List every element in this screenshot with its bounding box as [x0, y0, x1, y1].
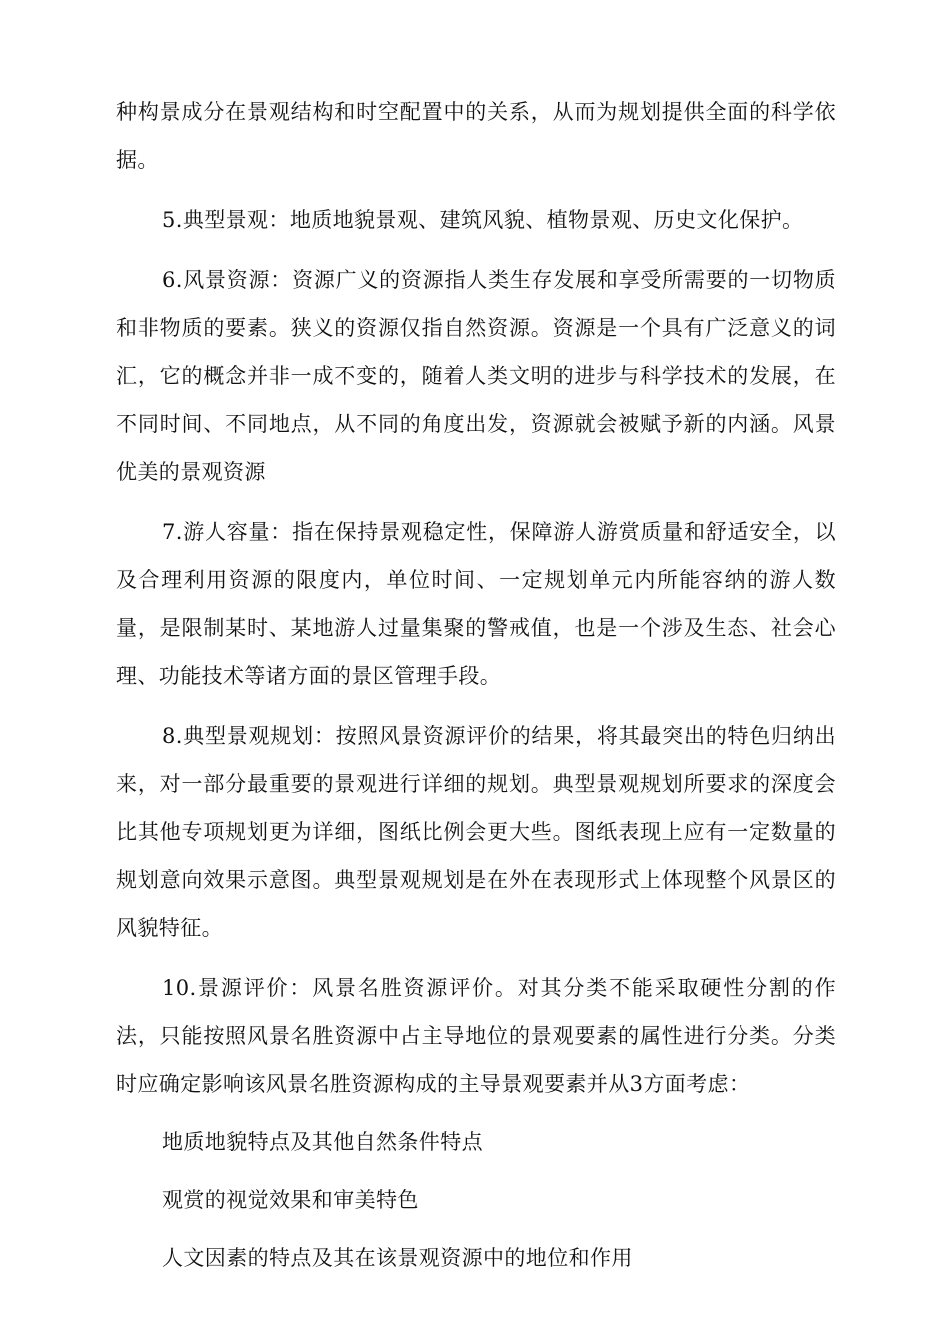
list-item-geology: 地质地貌特点及其他自然条件特点: [162, 1130, 483, 1154]
paragraph-continuation: 种构景成分在景观结构和时空配置中的关系，从而为规划提供全面的科学依据。: [116, 100, 836, 172]
paragraph-typical-landscape: 5.典型景观：地质地貌景观、建筑风貌、植物景观、历史文化保护。: [162, 208, 804, 232]
paragraph-typical-landscape-planning: 8.典型景观规划：按照风景资源评价的结果，将其最突出的特色归纳出来，对一部分最重要的景观进行详细的规划。典型景观规划所要求的深度会比其他专项规划更为详细，图纸比例会更大些。图纸表现上应有一定数量的规划意向效果示意图。典型景观规划是在外在表现形式上体现整个风景区的风貌特征。: [116, 724, 836, 940]
paragraph-resource-evaluation: 10.景源评价：风景名胜资源评价。对其分类不能采取硬性分割的作法，只能按照风景名胜资源中占主导地位的景观要素的属性进行分类。分类时应确定影响该风景名胜资源构成的主导景观要素并从3方面考虑：: [116, 976, 836, 1096]
paragraph-visitor-capacity: 7.游人容量：指在保持景观稳定性，保障游人游赏质量和舒适安全，以及合理利用资源的限度内，单位时间、一定规划单元内所能容纳的游人数量，是限制某时、某地游人过量集聚的警戒值，也是一个涉及生态、社会心理、功能技术等诸方面的景区管理手段。: [116, 520, 836, 688]
list-item-visual-effect: 观赏的视觉效果和审美特色: [162, 1188, 419, 1212]
list-item-cultural-factors: 人文因素的特点及其在该景观资源中的地位和作用: [162, 1246, 633, 1270]
document-body: [116, 88, 836, 1282]
paragraph-scenic-resources: 6.风景资源：资源广义的资源指人类生存发展和享受所需要的一切物质和非物质的要素。狭义的资源仅指自然资源。资源是一个具有广泛意义的词汇，它的概念并非一成不变的，随着人类文明的进步与科学技术的发展，在不同时间、不同地点，从不同的角度出发，资源就会被赋予新的内涵。风景优美的景观资源: [116, 268, 836, 484]
